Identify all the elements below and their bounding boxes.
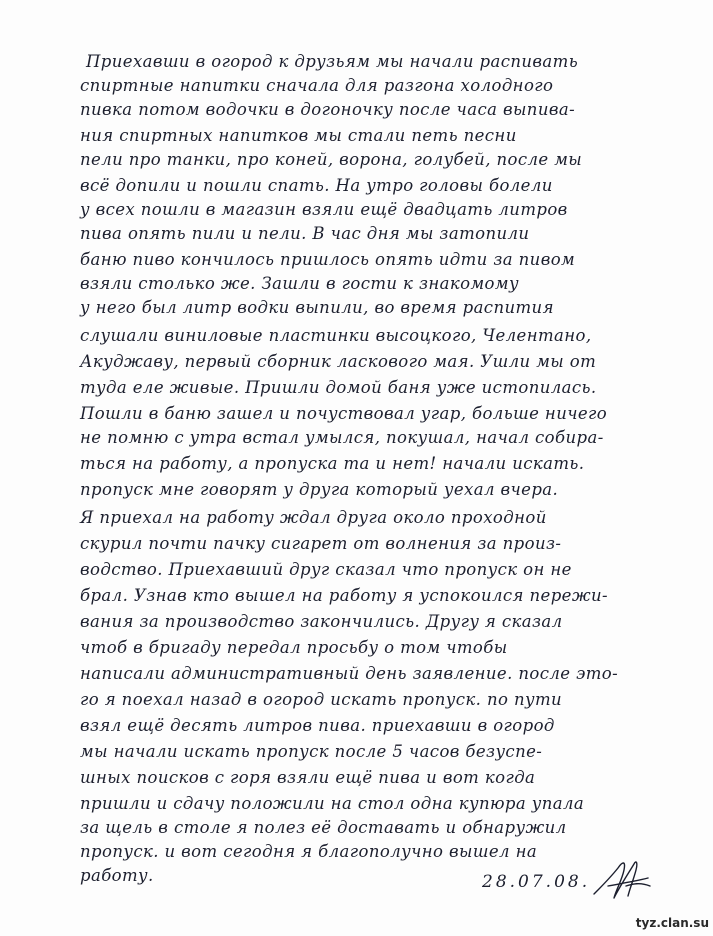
letter-line: пропуск мне говорят у друга который уехал вчера.: [80, 480, 559, 499]
letter-line: пропуск. и вот сегодня я благополучно вышел на: [80, 842, 538, 861]
letter-line: у всех пошли в магазин взяли ещё двадцать литров: [80, 200, 568, 219]
letter-line: Пошли в баню зашел и почуствовал угар, больше ничего: [80, 404, 608, 423]
letter-line: брал. Узнав кто вышел на работу я успокоился пережи-: [80, 586, 608, 605]
letter-line: ния спиртных напитков мы стали петь песни: [80, 126, 517, 145]
letter-line: ться на работу, а пропуска та и нет! начали искать.: [80, 454, 585, 473]
letter-line: за щель в столе я полез её доставать и обнаружил: [80, 818, 567, 837]
letter-line: написали административный день заявление. после это-: [80, 664, 619, 683]
letter-line: пивка потом водочки в догоночку после часа выпива-: [80, 100, 576, 119]
letter-line: чтоб в бригаду передал просьбу о том чтобы: [80, 638, 508, 657]
letter-date: 28.07.08.: [482, 872, 591, 892]
letter-line: взяли столько же. Зашли в гости к знакомому: [80, 274, 519, 293]
signature-icon: [588, 856, 652, 902]
letter-line: взял ещё десять литров пива. приехавши в огород: [80, 716, 555, 735]
letter-line: не помню с утра встал умылся, покушал, начал собира-: [80, 428, 604, 447]
letter-line: пива опять пили и пели. В час дня мы затопили: [80, 224, 530, 243]
letter-line: спиртные напитки сначала для разгона холодного: [80, 76, 554, 95]
letter-line: пришли и сдачу положили на стол одна купюра упала: [80, 794, 585, 813]
letter-line: пели про танки, про коней, ворона, голубей, после мы: [80, 150, 583, 169]
letter-line: всё допили и пошли спать. На утро головы болели: [80, 176, 553, 195]
letter-line: го я поехал назад в огород искать пропуск. по пути: [80, 690, 563, 709]
letter-line: Акуджаву, первый сборник ласкового мая. Ушли мы от: [80, 352, 597, 371]
letter-line: работу.: [80, 866, 154, 885]
letter-line: шных поисков с горя взяли ещё пива и вот когда: [80, 768, 536, 787]
letter-line: вания за производство закончились. Другу я сказал: [80, 612, 563, 631]
letter-line: баню пиво кончилось пришлось опять идти за пивом: [80, 250, 576, 269]
letter-line: туда еле живые. Пришли домой баня уже истопилась.: [80, 378, 597, 397]
letter-line: слушали виниловые пластинки высоцкого, Челентано,: [80, 326, 592, 345]
letter-line: скурил почти пачку сигарет от волнения за произ-: [80, 534, 562, 553]
site-watermark: tyz.clan.su: [635, 916, 709, 930]
letter-line: мы начали искать пропуск после 5 часов безуспе-: [80, 742, 543, 761]
letter-line: водство. Приехавший друг сказал что пропуск он не: [80, 560, 572, 579]
letter-line: Я приехал на работу ждал друга около проходной: [80, 508, 547, 527]
letter-line: у него был литр водки выпили, во время распития: [80, 298, 554, 317]
letter-line: Приехавши в огород к друзьям мы начали распивать: [86, 52, 579, 71]
